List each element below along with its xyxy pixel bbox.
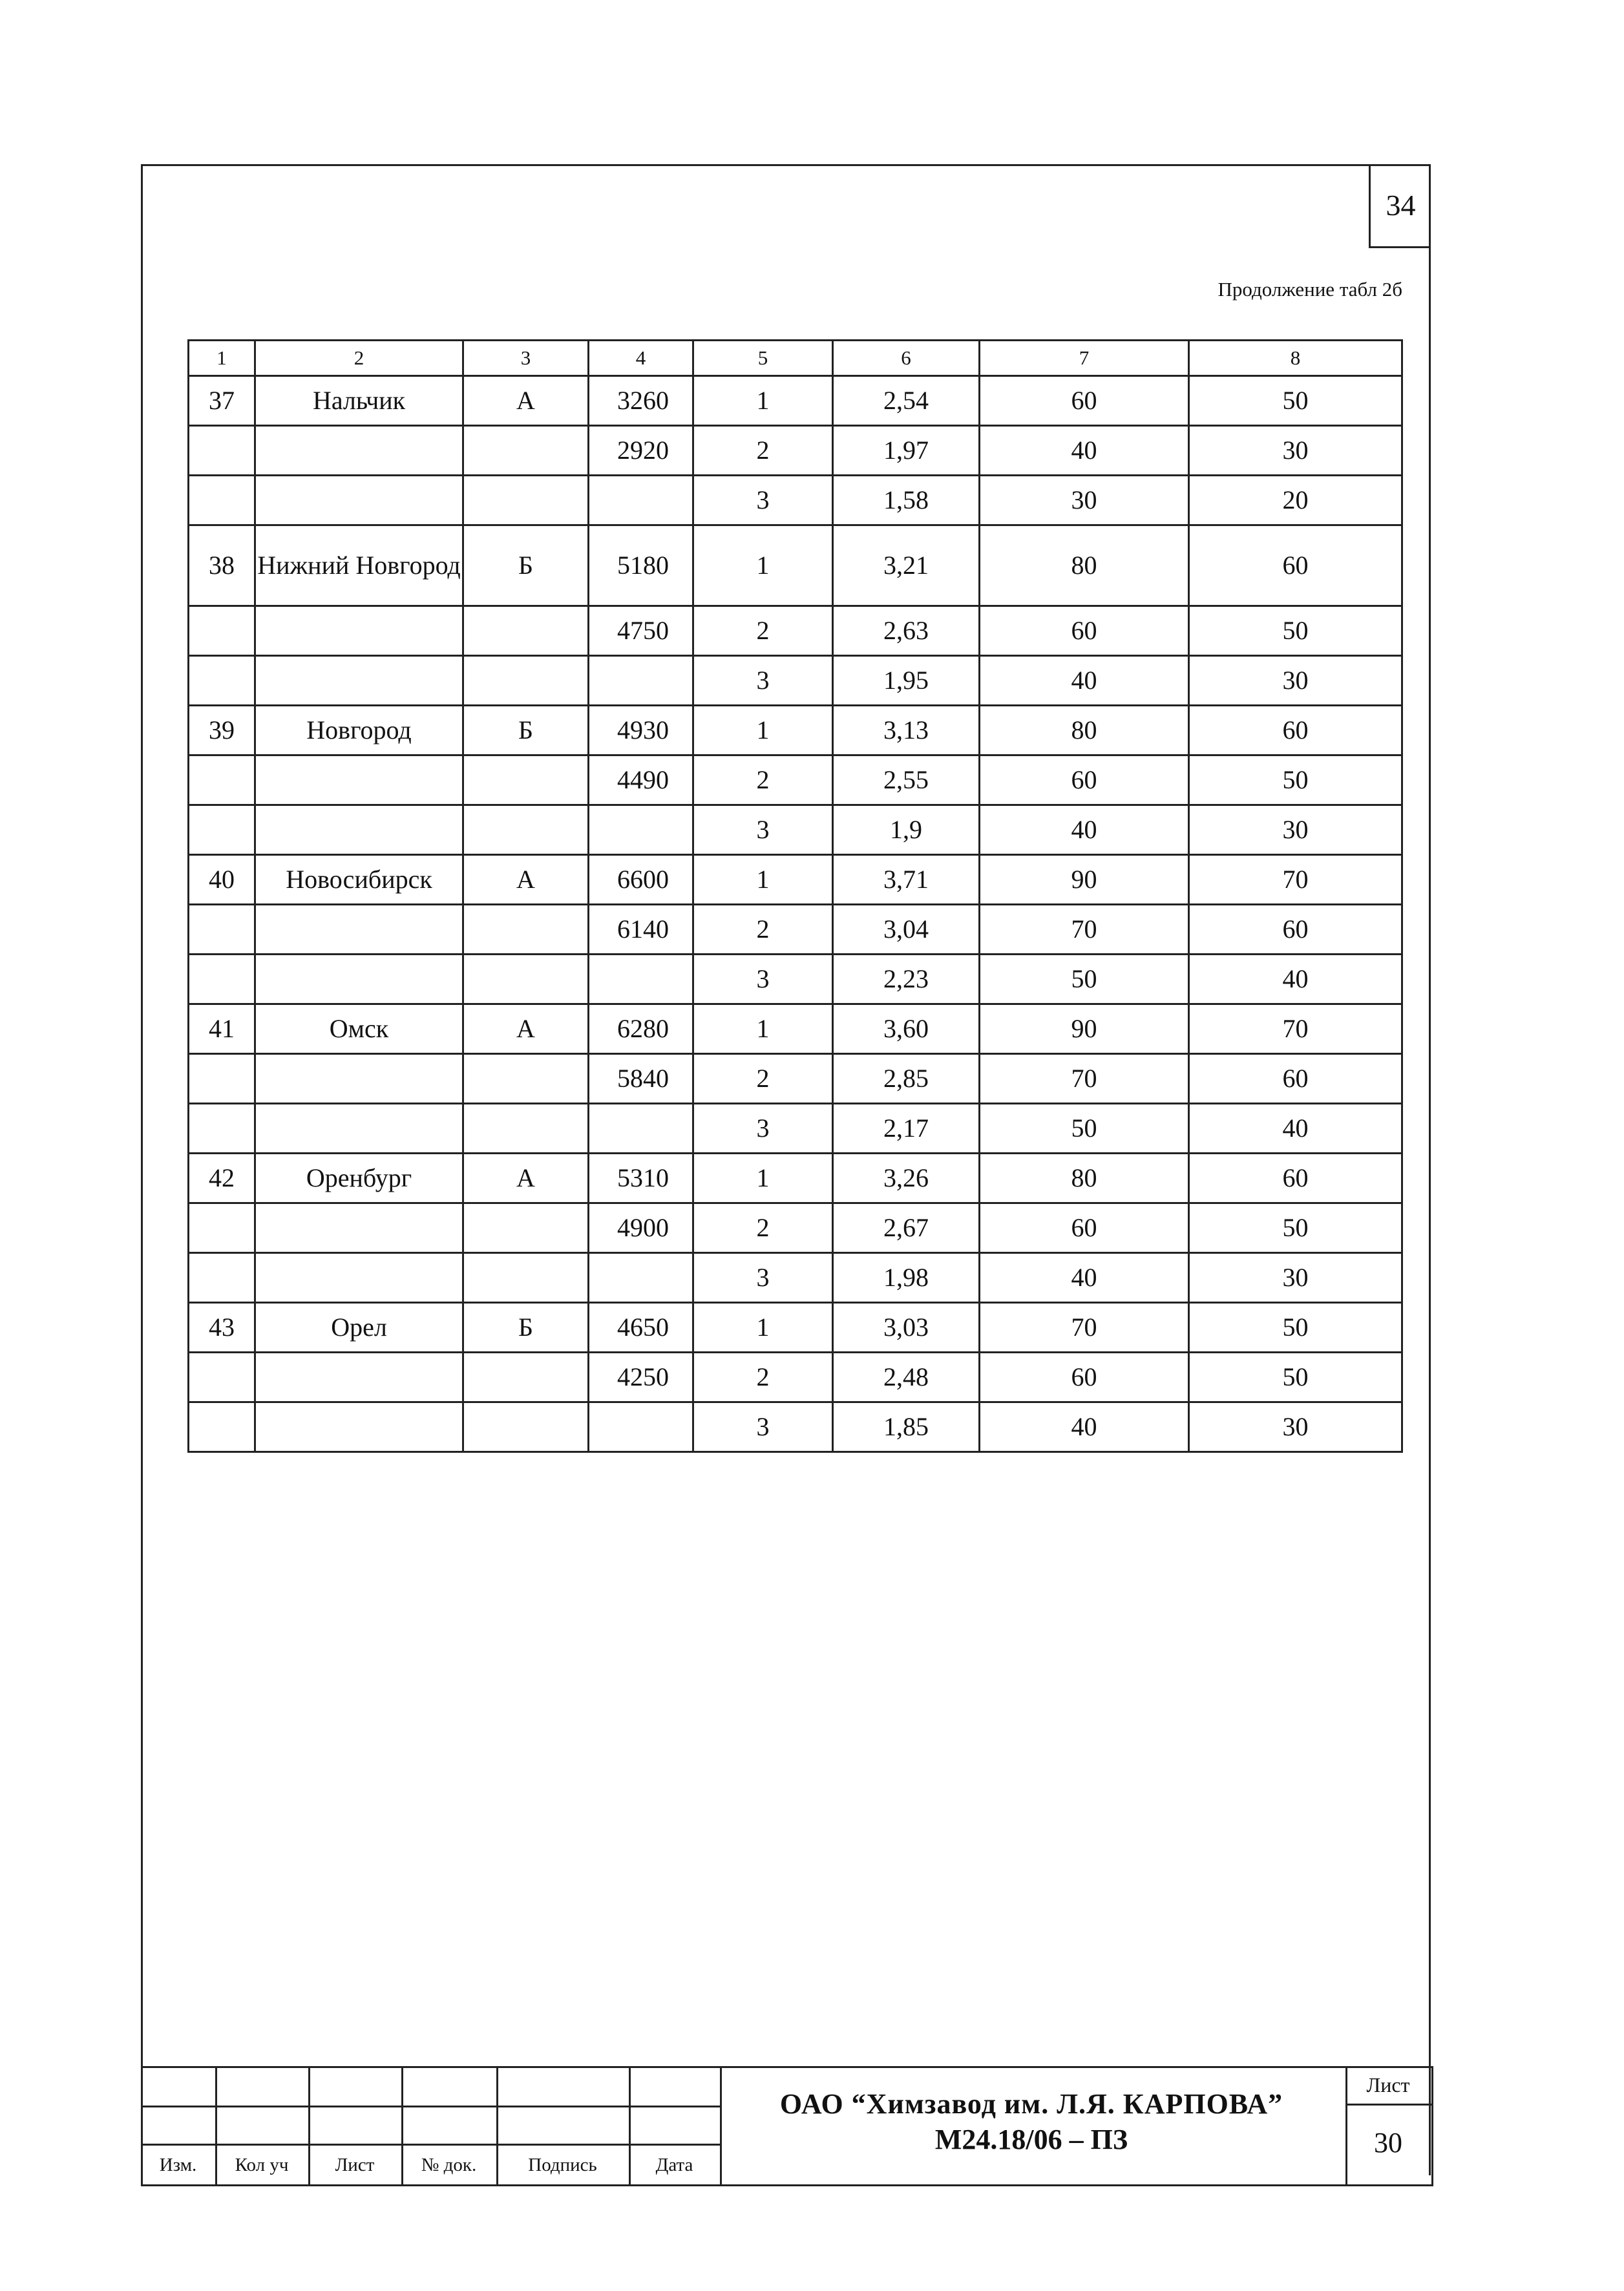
table-cell: Омск <box>255 1004 463 1054</box>
table-cell: А <box>463 1154 589 1203</box>
table-cell: 40 <box>1189 1104 1402 1154</box>
table-cell: Б <box>463 706 589 755</box>
table-cell: 37 <box>189 376 255 426</box>
table-cell: 3 <box>693 476 833 525</box>
table-cell: Новгород <box>255 706 463 755</box>
data-table <box>187 339 1403 1453</box>
table-cell: 2 <box>693 1054 833 1104</box>
table-row <box>189 755 1402 805</box>
table-cell <box>189 1402 255 1452</box>
table-cell <box>255 805 463 855</box>
table-cell <box>189 905 255 955</box>
table-cell: 2,54 <box>833 376 980 426</box>
table-cell: 2,48 <box>833 1353 980 1402</box>
table-cell <box>463 1104 589 1154</box>
table-cell: 2,67 <box>833 1203 980 1253</box>
table-cell: 3 <box>693 1104 833 1154</box>
column-number: 8 <box>1189 341 1402 376</box>
table-cell <box>189 955 255 1004</box>
table-cell: 40 <box>980 1253 1189 1303</box>
table-continuation-note: Продолжение табл 2б <box>1218 278 1402 301</box>
table-cell: 1 <box>693 1303 833 1353</box>
column-number: 7 <box>980 341 1189 376</box>
table-cell: 4650 <box>589 1303 693 1353</box>
table-cell <box>189 606 255 656</box>
table-cell: А <box>463 855 589 905</box>
page-number: 34 <box>1369 164 1431 248</box>
table-row <box>189 1253 1402 1303</box>
table-cell: 50 <box>1189 1203 1402 1253</box>
table-cell: 40 <box>980 656 1189 706</box>
table-cell: 50 <box>1189 1353 1402 1402</box>
table-cell: 1 <box>693 855 833 905</box>
table-cell <box>255 955 463 1004</box>
table-cell: 60 <box>980 606 1189 656</box>
column-number: 3 <box>463 341 589 376</box>
table-cell <box>189 755 255 805</box>
table-cell: 39 <box>189 706 255 755</box>
table-cell <box>463 1203 589 1253</box>
table-cell: 50 <box>1189 606 1402 656</box>
table-cell: 2 <box>693 905 833 955</box>
table-cell: 5840 <box>589 1054 693 1104</box>
table-cell: 70 <box>980 1303 1189 1353</box>
table-cell <box>255 1203 463 1253</box>
table-cell: 1,85 <box>833 1402 980 1452</box>
column-number: 4 <box>589 341 693 376</box>
document-code: М24.18/06 – ПЗ <box>934 2124 1128 2155</box>
table-cell: 2 <box>693 755 833 805</box>
table-row <box>189 1353 1402 1402</box>
stamp-label-signature: Подпись <box>528 2155 597 2175</box>
table-cell: 20 <box>1189 476 1402 525</box>
table-cell: 41 <box>189 1004 255 1054</box>
table-cell: 38 <box>189 525 255 606</box>
table-cell: Б <box>463 1303 589 1353</box>
table-cell <box>463 805 589 855</box>
table-cell: 4900 <box>589 1203 693 1253</box>
table-cell: 80 <box>980 706 1189 755</box>
table-cell <box>589 955 693 1004</box>
table-row <box>189 426 1402 476</box>
stamp-label-count: Кол уч <box>235 2155 289 2175</box>
table-cell: 2 <box>693 426 833 476</box>
column-number: 5 <box>693 341 833 376</box>
table-row <box>189 1303 1402 1353</box>
table-cell <box>589 476 693 525</box>
table-cell <box>255 606 463 656</box>
table-cell <box>589 1104 693 1154</box>
column-number: 1 <box>189 341 255 376</box>
table-cell: 3,03 <box>833 1303 980 1353</box>
table-cell <box>189 1054 255 1104</box>
table-cell: 3260 <box>589 376 693 426</box>
table-cell: 70 <box>980 1054 1189 1104</box>
table-cell: 80 <box>980 1154 1189 1203</box>
table-cell <box>255 755 463 805</box>
table-cell: 1,95 <box>833 656 980 706</box>
table-row <box>189 476 1402 525</box>
table-cell: 60 <box>980 376 1189 426</box>
table-cell <box>189 1104 255 1154</box>
table-cell <box>589 805 693 855</box>
table-row <box>189 1104 1402 1154</box>
table-cell: 2 <box>693 606 833 656</box>
table-cell: 1,98 <box>833 1253 980 1303</box>
table-cell: 5180 <box>589 525 693 606</box>
table-cell <box>463 1054 589 1104</box>
table-cell: 3,21 <box>833 525 980 606</box>
table-cell: 3,26 <box>833 1154 980 1203</box>
table-cell <box>255 426 463 476</box>
table-cell: 2,85 <box>833 1054 980 1104</box>
table-cell <box>463 426 589 476</box>
table-cell <box>463 905 589 955</box>
table-cell: 40 <box>980 805 1189 855</box>
table-cell <box>463 1253 589 1303</box>
table-cell <box>255 1104 463 1154</box>
table-cell <box>255 476 463 525</box>
table-cell: 30 <box>1189 1402 1402 1452</box>
table-cell: А <box>463 376 589 426</box>
table-row <box>189 1154 1402 1203</box>
table-cell: 2,55 <box>833 755 980 805</box>
table-cell <box>255 1353 463 1402</box>
table-cell: 70 <box>1189 1004 1402 1054</box>
stamp-label-sheet: Лист <box>335 2155 375 2175</box>
table-row <box>189 376 1402 426</box>
table-cell: 60 <box>980 1203 1189 1253</box>
table-cell <box>255 905 463 955</box>
table-cell: 60 <box>1189 1154 1402 1203</box>
table-row <box>189 656 1402 706</box>
table-row <box>189 855 1402 905</box>
table-cell: 3 <box>693 1253 833 1303</box>
table-cell: 3,60 <box>833 1004 980 1054</box>
table-cell: 3 <box>693 656 833 706</box>
table-cell: 60 <box>980 1353 1189 1402</box>
table-cell: 6600 <box>589 855 693 905</box>
table-cell: 40 <box>1189 955 1402 1004</box>
table-cell: Новосибирск <box>255 855 463 905</box>
table-row <box>189 606 1402 656</box>
table-cell: 3 <box>693 955 833 1004</box>
table-cell <box>189 476 255 525</box>
table-cell: 2,17 <box>833 1104 980 1154</box>
table-cell: 2 <box>693 1353 833 1402</box>
table-cell: 30 <box>1189 426 1402 476</box>
column-number: 6 <box>833 341 980 376</box>
table-row <box>189 1402 1402 1452</box>
table-cell <box>589 656 693 706</box>
table-cell: 40 <box>189 855 255 905</box>
table-cell: 3,71 <box>833 855 980 905</box>
table-row <box>189 1203 1402 1253</box>
table-cell: Нальчик <box>255 376 463 426</box>
table-cell: 6140 <box>589 905 693 955</box>
table-row <box>189 955 1402 1004</box>
table-cell: 1,58 <box>833 476 980 525</box>
table-cell <box>189 426 255 476</box>
table-cell: 70 <box>980 905 1189 955</box>
table-cell: 30 <box>1189 656 1402 706</box>
table-cell: 80 <box>980 525 1189 606</box>
table-cell: Оренбург <box>255 1154 463 1203</box>
table-cell: 3,13 <box>833 706 980 755</box>
table-cell: 1 <box>693 525 833 606</box>
table-cell: 30 <box>1189 805 1402 855</box>
table-cell <box>189 1353 255 1402</box>
table-cell: 30 <box>980 476 1189 525</box>
organization-name: ОАО “Химзавод им. Л.Я. КАРПОВА” <box>779 2088 1283 2120</box>
table-cell <box>255 1402 463 1452</box>
column-number: 2 <box>255 341 463 376</box>
stamp-label-change: Изм. <box>159 2155 197 2175</box>
table-cell: 50 <box>1189 376 1402 426</box>
table-cell: 1,97 <box>833 426 980 476</box>
table-row <box>189 805 1402 855</box>
table-cell: 1,9 <box>833 805 980 855</box>
table-cell: 70 <box>1189 855 1402 905</box>
table-cell: 1 <box>693 1154 833 1203</box>
table-cell <box>463 1402 589 1452</box>
table-cell: 4750 <box>589 606 693 656</box>
table-cell: 50 <box>980 955 1189 1004</box>
table-cell: 60 <box>1189 706 1402 755</box>
table-cell: 3,04 <box>833 905 980 955</box>
table-cell: 50 <box>1189 1303 1402 1353</box>
table-cell <box>463 606 589 656</box>
sheet-number: 30 <box>1374 2127 1402 2159</box>
table-cell: 6280 <box>589 1004 693 1054</box>
table-cell: 2,23 <box>833 955 980 1004</box>
table-cell <box>189 805 255 855</box>
table-cell <box>255 1054 463 1104</box>
table-cell: Нижний Новгород <box>255 525 463 606</box>
table-cell <box>463 476 589 525</box>
table-cell: 42 <box>189 1154 255 1203</box>
table-cell: Орел <box>255 1303 463 1353</box>
table-cell: 90 <box>980 855 1189 905</box>
table-cell: 2 <box>693 1203 833 1253</box>
table-cell: 43 <box>189 1303 255 1353</box>
table-cell: 40 <box>980 426 1189 476</box>
table-cell <box>463 656 589 706</box>
table-cell: 4930 <box>589 706 693 755</box>
table-cell: 50 <box>1189 755 1402 805</box>
table-row <box>189 1004 1402 1054</box>
table-cell: 3 <box>693 805 833 855</box>
table-cell: 4490 <box>589 755 693 805</box>
column-number-row <box>189 341 1402 376</box>
table-cell <box>463 755 589 805</box>
table-cell: 60 <box>1189 525 1402 606</box>
table-cell: 60 <box>1189 1054 1402 1104</box>
table-cell <box>255 1253 463 1303</box>
table-cell: 40 <box>980 1402 1189 1452</box>
table-row <box>189 706 1402 755</box>
table-cell <box>255 656 463 706</box>
table-cell: 1 <box>693 376 833 426</box>
stamp-label-date: Дата <box>655 2155 693 2175</box>
table-cell: Б <box>463 525 589 606</box>
table-cell <box>463 1353 589 1402</box>
table-cell <box>189 1253 255 1303</box>
table-cell: 60 <box>1189 905 1402 955</box>
stamp-label-doc-number: № док. <box>421 2155 477 2175</box>
table-row <box>189 905 1402 955</box>
table-cell <box>463 955 589 1004</box>
table-cell: 3 <box>693 1402 833 1452</box>
table-cell: 1 <box>693 1004 833 1054</box>
table-cell: А <box>463 1004 589 1054</box>
table-cell <box>589 1253 693 1303</box>
table-cell: 1 <box>693 706 833 755</box>
table-cell: 60 <box>980 755 1189 805</box>
table-cell: 5310 <box>589 1154 693 1203</box>
table-cell: 4250 <box>589 1353 693 1402</box>
table-cell <box>589 1402 693 1452</box>
table-cell: 2,63 <box>833 606 980 656</box>
table-row <box>189 525 1402 606</box>
table-cell: 30 <box>1189 1253 1402 1303</box>
sheet-label: Лист <box>1366 2073 1410 2096</box>
table-cell <box>189 656 255 706</box>
table-cell: 50 <box>980 1104 1189 1154</box>
table-row <box>189 1054 1402 1104</box>
table-cell: 2920 <box>589 426 693 476</box>
table-cell <box>189 1203 255 1253</box>
table-cell: 90 <box>980 1004 1189 1054</box>
